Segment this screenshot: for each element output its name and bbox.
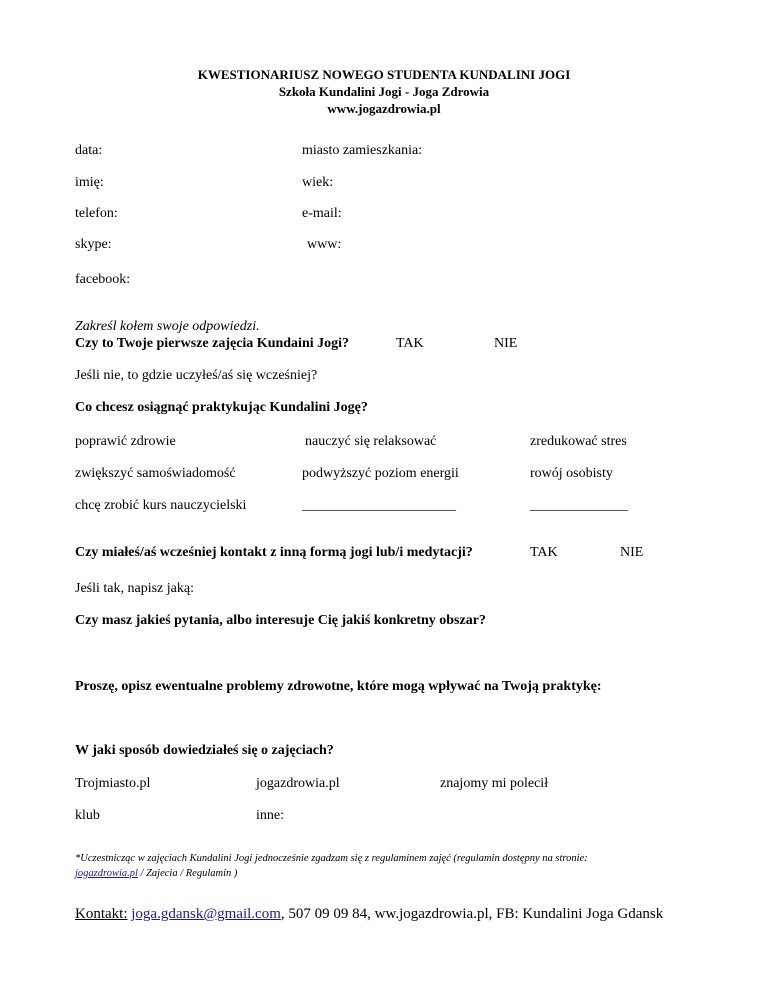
terms-link[interactable]: jogazdrowia.pl bbox=[75, 868, 138, 879]
terms-path: / Zajecia / Regulamin ) bbox=[137, 868, 238, 879]
form-title: KWESTIONARIUSZ NOWEGO STUDENTA KUNDALINI JOGI bbox=[197, 67, 571, 82]
followup-which: Jeśli tak, napisz jaką: bbox=[75, 581, 194, 596]
question-source: W jaki sposób dowiedziałeś się o zajęciach? bbox=[75, 743, 334, 758]
answer-yes[interactable]: TAK bbox=[530, 545, 558, 560]
field-email: e-mail: bbox=[302, 206, 342, 221]
field-skype: skype: bbox=[75, 237, 112, 252]
goal-option[interactable]: zredukować stres bbox=[530, 434, 627, 449]
source-option[interactable]: klub bbox=[75, 808, 100, 823]
goal-option[interactable]: nauczyć się relaksować bbox=[305, 434, 437, 449]
goal-option[interactable]: zwiększyć samoświadomość bbox=[75, 466, 236, 481]
field-age: wiek: bbox=[302, 175, 334, 190]
followup-where: Jeśli nie, to gdzie uczyłeś/aś się wcześniej? bbox=[75, 368, 318, 383]
goal-blank-line[interactable]: ______________________ bbox=[302, 498, 456, 513]
source-option[interactable]: znajomy mi polecił bbox=[440, 776, 549, 791]
goal-option[interactable]: rowój osobisty bbox=[530, 466, 613, 481]
field-date: data: bbox=[75, 143, 103, 158]
question-interests: Czy masz jakieś pytania, albo interesuje Cię jakiś konkretny obszar? bbox=[75, 613, 486, 628]
contact-email-link[interactable]: joga.gdansk@gmail.com bbox=[131, 906, 281, 922]
field-name: imię: bbox=[75, 175, 104, 190]
answer-no[interactable]: NIE bbox=[620, 545, 644, 560]
field-www: www: bbox=[307, 237, 342, 252]
contact-details: , 507 09 09 84, ww.jogazdrowia.pl, FB: Kundalini Joga Gdansk bbox=[280, 906, 664, 922]
field-phone: telefon: bbox=[75, 206, 118, 221]
contact-label: Kontakt: bbox=[75, 906, 128, 922]
terms-note: *Uczestnicząc w zajęciach Kundalini Jogi jednocześnie zgadzam się z regulaminem zajęć (regulamin dostępny na stronie: bbox=[75, 853, 588, 864]
source-option[interactable]: Trojmiasto.pl bbox=[75, 776, 151, 791]
goal-option[interactable]: chcę zrobić kurs nauczycielski bbox=[75, 498, 247, 513]
goal-option[interactable]: podwyższyć poziom energii bbox=[302, 466, 459, 481]
field-facebook: facebook: bbox=[75, 272, 131, 287]
source-option[interactable]: jogazdrowia.pl bbox=[256, 776, 340, 791]
field-city: miasto zamieszkania: bbox=[302, 143, 423, 158]
goal-blank-line[interactable]: ______________ bbox=[530, 498, 628, 513]
terms-note-line2 bbox=[75, 868, 237, 879]
school-website: www.jogazdrowia.pl bbox=[327, 101, 441, 116]
question-goals: Co chcesz osiągnąć praktykując Kundalini Jogę? bbox=[75, 400, 368, 415]
answer-yes[interactable]: TAK bbox=[396, 336, 424, 351]
answer-no[interactable]: NIE bbox=[494, 336, 518, 351]
contact-line bbox=[75, 906, 663, 923]
question-first-class: Czy to Twoje pierwsze zajęcia Kundaini Jogi? bbox=[75, 336, 350, 351]
school-name: Szkoła Kundalini Jogi - Joga Zdrowia bbox=[278, 84, 490, 99]
instruction-text: Zakreśl kołem swoje odpowiedzi. bbox=[75, 319, 260, 334]
question-other-yoga: Czy miałeś/aś wcześniej kontakt z inną formą jogi lub/i medytacji? bbox=[75, 545, 473, 560]
goal-option[interactable]: poprawić zdrowie bbox=[75, 434, 176, 449]
source-option[interactable]: inne: bbox=[256, 808, 284, 823]
question-health: Proszę, opisz ewentualne problemy zdrowotne, które mogą wpływać na Twoją praktykę: bbox=[75, 679, 602, 694]
